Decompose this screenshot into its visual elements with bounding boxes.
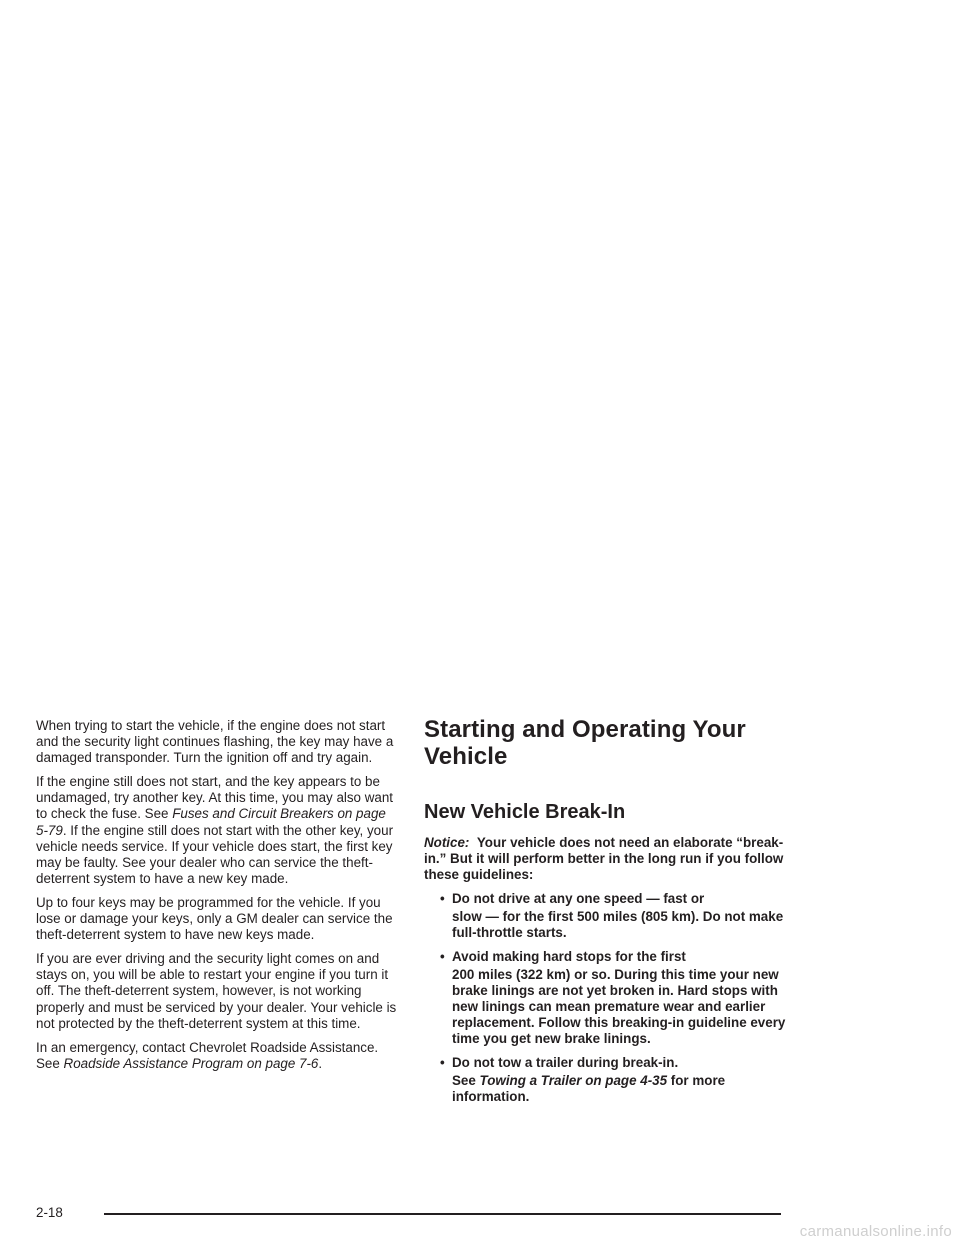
- notice-label: Notice:: [424, 835, 470, 850]
- text: In an emergency, contact Chevrolet Roadside Assistance. See: [36, 1039, 379, 1071]
- list-item: [424, 891, 804, 941]
- notice-text: Your vehicle does not need an elaborate “break-in.” But it will perform better in the long run if you follow these guidelines:: [424, 835, 784, 882]
- right-column: [424, 716, 804, 1113]
- list-item: [424, 949, 804, 1047]
- list-item-rest: slow — for the first 500 miles (805 km). Do not make full-throttle starts.: [452, 909, 784, 940]
- subsection-title: New Vehicle Break-In: [424, 801, 626, 823]
- paragraph-emergency: [36, 1040, 398, 1072]
- text: . If the engine still does not start with the other key, your vehicle needs service. If your vehicle does start, the first key may be faulty. See your dealer who can service the theft-deterrent system to have a new key made.: [36, 822, 394, 886]
- paragraph-failed-start: When trying to start the vehicle, if the engine does not start and the security light continues flashing, the key may have a damaged transponder. Turn the ignition off and try again.: [36, 718, 394, 766]
- paragraph-four-keys: Up to four keys may be programmed for the vehicle. If you lose or damage your keys, only a GM dealer can service the theft-deterrent system to have new keys made.: [36, 894, 393, 943]
- page-number: 2-18: [36, 1205, 63, 1220]
- text: If the engine still does not start, and the key appears to be undamaged, try another key. At this time, you may also want to check the fuse. See: [36, 774, 394, 822]
- watermark: carmanualsonline.info: [799, 1223, 952, 1240]
- paragraph-try-another-key: [36, 774, 398, 887]
- list-item-lead: Do not tow a trailer during break-in.: [452, 1055, 679, 1070]
- cross-reference-fuses: Fuses and Circuit Breakers on page 5-79: [36, 806, 386, 838]
- list-item: [424, 1055, 804, 1105]
- list-item-lead: Avoid making hard stops for the first: [452, 949, 686, 964]
- cross-reference-towing: Towing a Trailer on page 4-35: [479, 1073, 668, 1088]
- bullet-icon: •: [440, 891, 445, 906]
- footer-rule: [104, 1213, 781, 1215]
- notice: [424, 835, 804, 883]
- text: .: [318, 1055, 323, 1071]
- section-title: Starting and Operating Your Vehicle: [424, 716, 746, 770]
- cross-reference-roadside: Roadside Assistance Program on page 7-6: [63, 1055, 319, 1071]
- bullet-icon: •: [440, 1055, 445, 1070]
- guideline-list: [424, 891, 804, 1105]
- list-item-rest: 200 miles (322 km) or so. During this time your new brake linings are not yet broken in. Hard stops with new linings can mean premature wear and earlier replacement. Follow this breaking-in guideline every time you get new brake linings.: [452, 967, 786, 1046]
- bullet-icon: •: [440, 949, 445, 964]
- list-item-lead: Do not drive at any one speed — fast or: [452, 891, 705, 906]
- paragraph-security-light: If you are ever driving and the security light comes on and stays on, you will be able to restart your engine if you turn it off. The theft-deterrent system, however, is not working properly and must be serviced by your dealer. Your vehicle is not protected by the theft-deterrent system at this time.: [36, 951, 397, 1031]
- list-item-rest-after: for more information.: [452, 1073, 726, 1104]
- left-column: [36, 718, 398, 1080]
- list-item-rest: See: [452, 1073, 480, 1088]
